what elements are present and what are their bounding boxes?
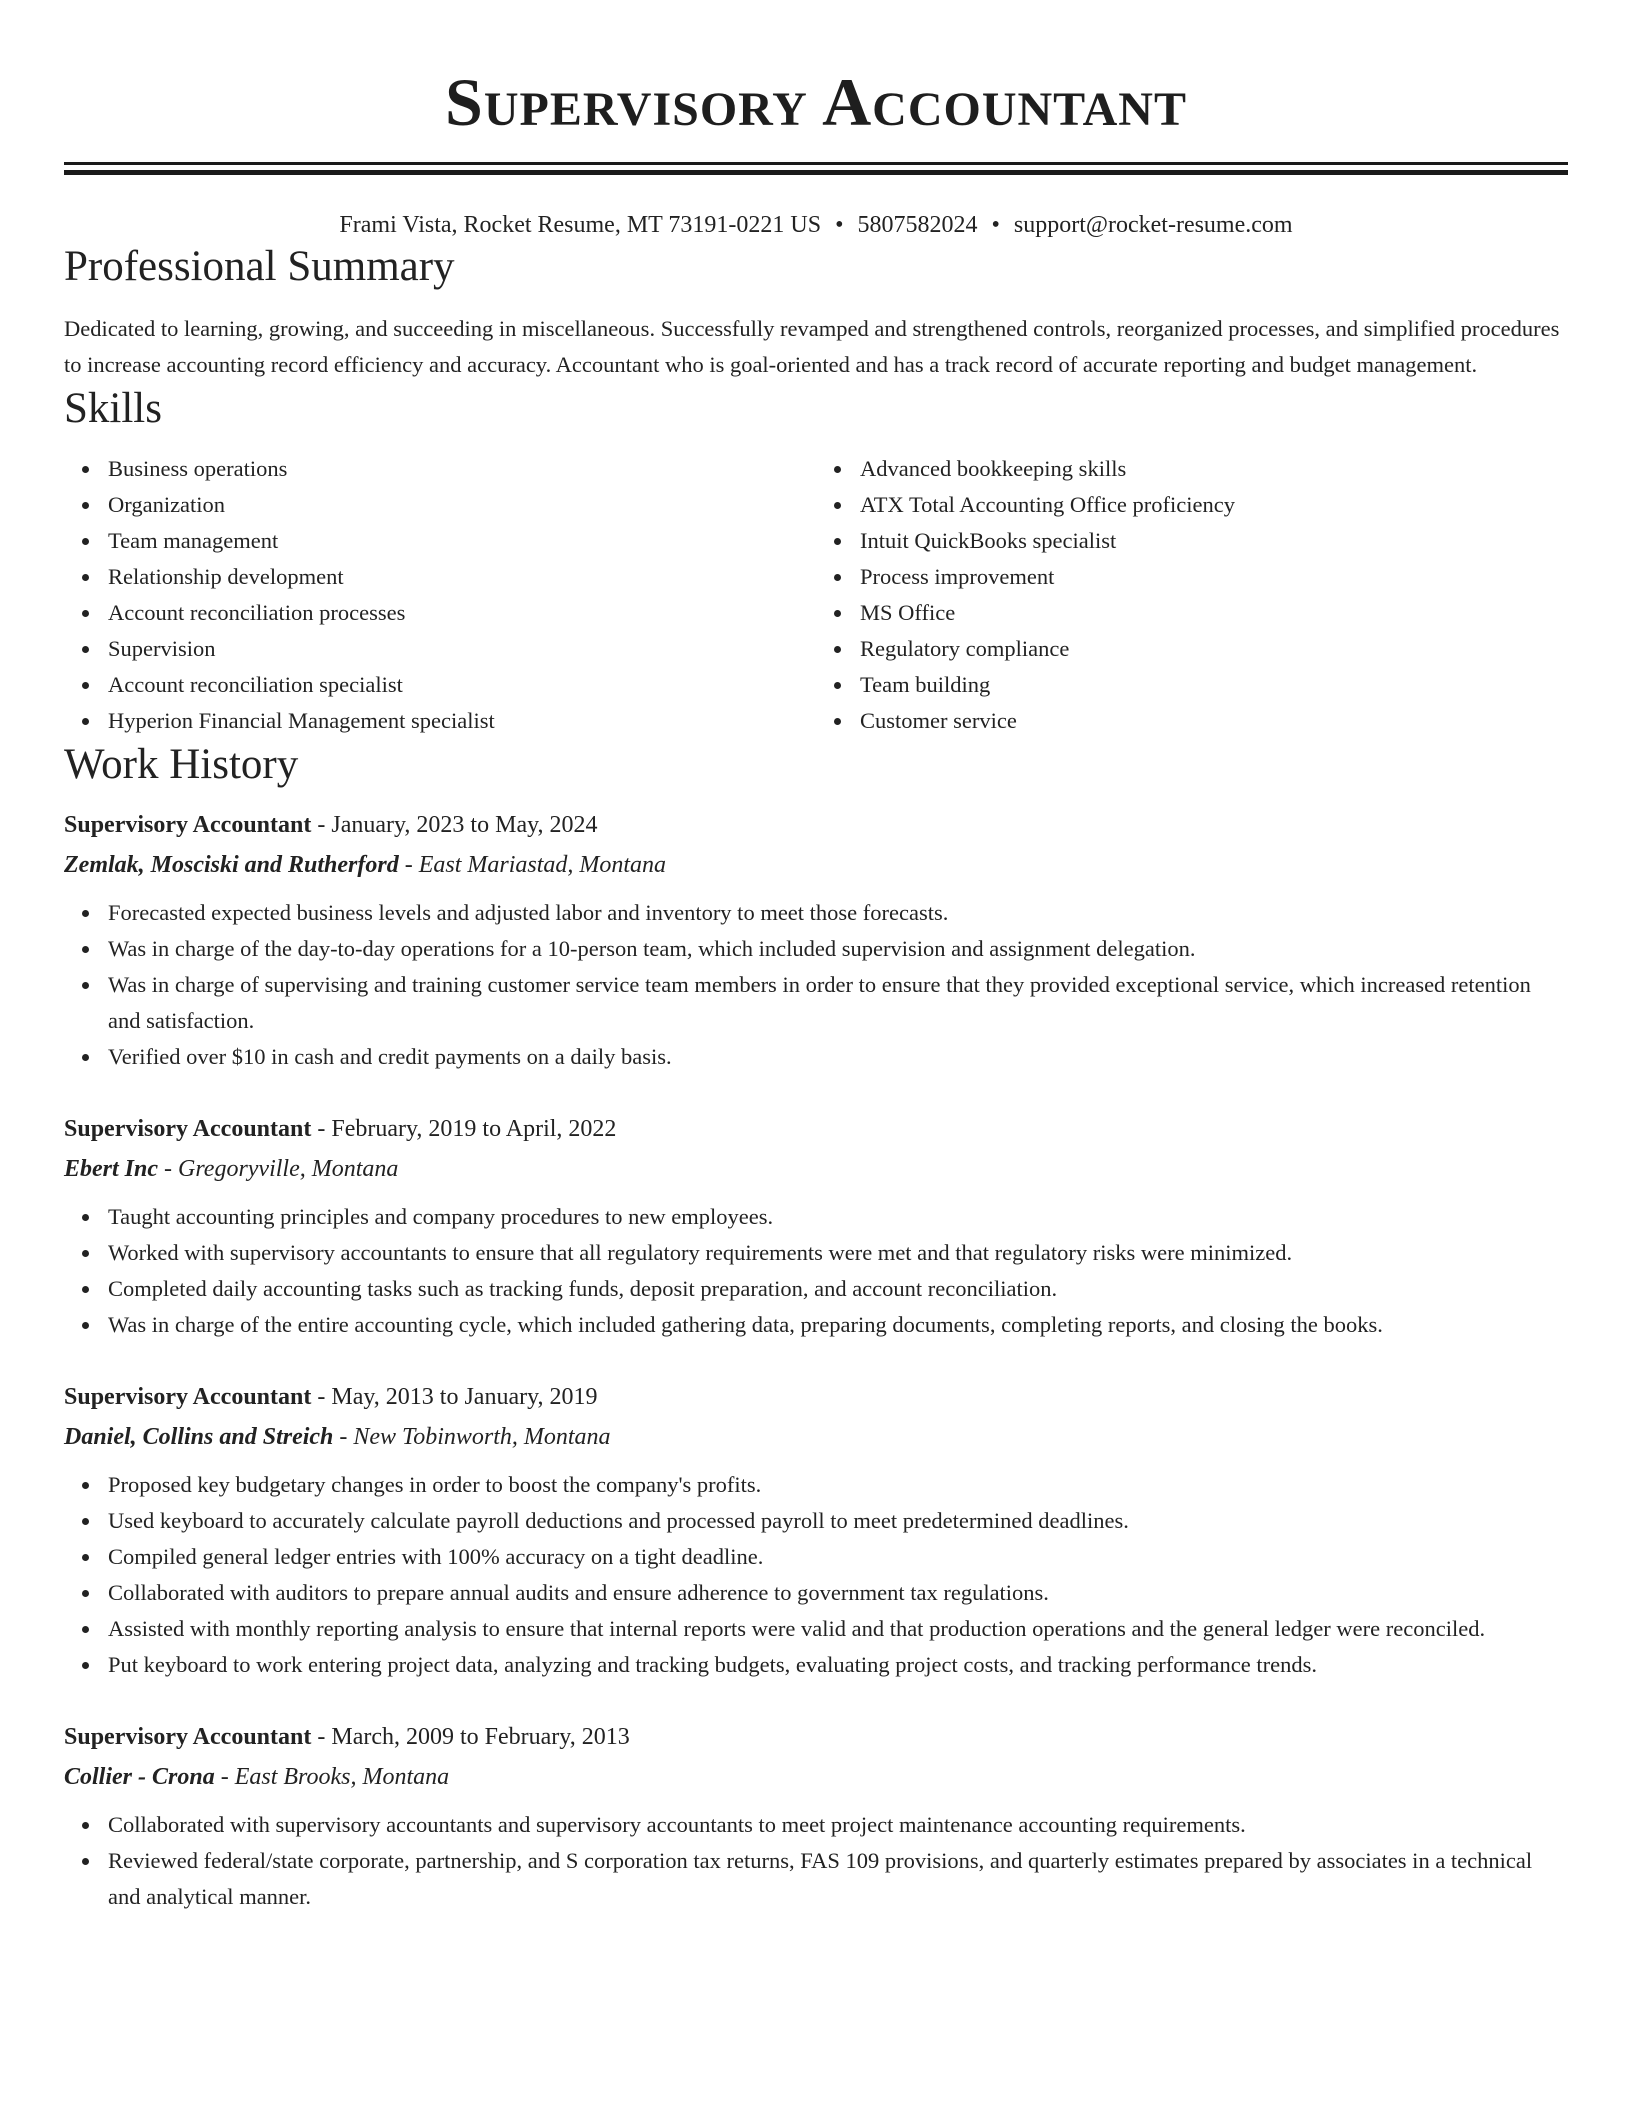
job-company: Zemlak, Mosciski and Rutherford	[64, 852, 399, 878]
job-bullet: Collaborated with auditors to prepare annual audits and ensure adherence to government tax regulations.	[108, 1575, 1568, 1611]
skill-item: Regulatory compliance	[860, 631, 1568, 667]
job-dates: - February, 2019 to April, 2022	[311, 1116, 617, 1142]
skill-item: Account reconciliation processes	[108, 595, 816, 631]
summary-text: Dedicated to learning, growing, and succeeding in miscellaneous. Successfully revamped and strengthened controls, reorganized processes, and simplified procedures to increase accounting record efficiency and accuracy. Accountant who is goal-oriented and has a track record of accurate reporting and budget management.	[64, 316, 1560, 377]
skill-item: Advanced bookkeeping skills	[860, 451, 1568, 487]
resume-name: Supervisory Accountant	[445, 64, 1187, 140]
job-entry	[64, 805, 1568, 1075]
skill-item: Team building	[860, 667, 1568, 703]
job-bullet: Was in charge of supervising and training customer service team members in order to ensure that they provided exceptional service, which increased retention and satisfaction.	[108, 967, 1568, 1039]
skill-item: MS Office	[860, 595, 1568, 631]
skill-item: Business operations	[108, 451, 816, 487]
job-company-line	[64, 1757, 1568, 1797]
skill-item: Process improvement	[860, 559, 1568, 595]
job-title: Supervisory Accountant	[64, 1724, 312, 1750]
job-bullets	[64, 895, 1568, 1075]
job-bullet: Reviewed federal/state corporate, partnership, and S corporation tax returns, FAS 109 provisions, and quarterly estimates prepared by associates in a technical and analytical manner.	[108, 1843, 1568, 1915]
header-rule-thin	[64, 162, 1568, 165]
job-dates: - May, 2013 to January, 2019	[311, 1384, 598, 1410]
job-title-line	[64, 1377, 1568, 1417]
job-company: Ebert Inc	[64, 1156, 159, 1182]
job-bullets	[64, 1467, 1568, 1683]
contact-phone: 5807582024	[857, 212, 978, 238]
job-bullet: Taught accounting principles and company procedures to new employees.	[108, 1199, 1568, 1235]
job-title-line	[64, 1109, 1568, 1149]
skill-item: Organization	[108, 487, 816, 523]
job-location: - Gregoryville, Montana	[158, 1156, 399, 1182]
contact-separator: •	[991, 212, 1000, 238]
job-bullets	[64, 1807, 1568, 1915]
summary-heading: Professional Summary	[64, 243, 455, 290]
job-location: - East Mariastad, Montana	[398, 852, 667, 878]
skill-item: Hyperion Financial Management specialist	[108, 703, 816, 739]
skills-list-left	[64, 451, 816, 739]
contact-email: support@rocket-resume.com	[1013, 212, 1293, 238]
job-company: Collier - Crona	[64, 1764, 215, 1790]
job-bullet: Collaborated with supervisory accountants and supervisory accountants to meet project maintenance accounting requirements.	[108, 1807, 1568, 1843]
skill-item: Team management	[108, 523, 816, 559]
skill-item: Customer service	[860, 703, 1568, 739]
contact-separator: •	[835, 212, 844, 238]
contact-line	[64, 209, 1568, 241]
job-bullets	[64, 1199, 1568, 1343]
job-dates: - January, 2023 to May, 2024	[311, 812, 598, 838]
skill-item: Intuit QuickBooks specialist	[860, 523, 1568, 559]
job-bullet: Assisted with monthly reporting analysis to ensure that internal reports were valid and that production operations and the general ledger were reconciled.	[108, 1611, 1568, 1647]
skill-item: Relationship development	[108, 559, 816, 595]
job-bullet: Compiled general ledger entries with 100% accuracy on a tight deadline.	[108, 1539, 1568, 1575]
job-location: - New Tobinworth, Montana	[333, 1424, 611, 1450]
job-title-line	[64, 805, 1568, 845]
skills-heading: Skills	[64, 385, 162, 432]
work-history-heading: Work History	[64, 741, 299, 788]
job-bullet: Was in charge of the entire accounting cycle, which included gathering data, preparing documents, completing reports, and closing the books.	[108, 1307, 1568, 1343]
job-bullet: Forecasted expected business levels and adjusted labor and inventory to meet those forecasts.	[108, 895, 1568, 931]
skill-item: Account reconciliation specialist	[108, 667, 816, 703]
skill-item: Supervision	[108, 631, 816, 667]
job-title: Supervisory Accountant	[64, 812, 312, 838]
job-entry	[64, 1377, 1568, 1683]
job-company-line	[64, 1417, 1568, 1457]
job-bullet: Used keyboard to accurately calculate payroll deductions and processed payroll to meet predetermined deadlines.	[108, 1503, 1568, 1539]
contact-address: Frami Vista, Rocket Resume, MT 73191-0221 US	[339, 212, 822, 238]
job-title: Supervisory Accountant	[64, 1116, 312, 1142]
job-location: - East Brooks, Montana	[214, 1764, 450, 1790]
job-entry	[64, 1717, 1568, 1915]
job-company: Daniel, Collins and Streich	[64, 1424, 334, 1450]
skill-item: ATX Total Accounting Office proficiency	[860, 487, 1568, 523]
job-dates: - March, 2009 to February, 2013	[311, 1724, 630, 1750]
job-entry	[64, 1109, 1568, 1343]
job-company-line	[64, 845, 1568, 885]
job-bullet: Proposed key budgetary changes in order to boost the company's profits.	[108, 1467, 1568, 1503]
job-company-line	[64, 1149, 1568, 1189]
job-title-line	[64, 1717, 1568, 1757]
job-bullet: Put keyboard to work entering project data, analyzing and tracking budgets, evaluating project costs, and tracking performance trends.	[108, 1647, 1568, 1683]
job-bullet: Worked with supervisory accountants to ensure that all regulatory requirements were met and that regulatory risks were minimized.	[108, 1235, 1568, 1271]
job-bullet: Was in charge of the day-to-day operations for a 10-person team, which included supervision and assignment delegation.	[108, 931, 1568, 967]
job-bullet: Verified over $10 in cash and credit payments on a daily basis.	[108, 1039, 1568, 1075]
job-bullet: Completed daily accounting tasks such as tracking funds, deposit preparation, and account reconciliation.	[108, 1271, 1568, 1307]
header-rule-thick	[64, 170, 1568, 175]
skills-list-right	[816, 451, 1568, 739]
skills-columns	[64, 451, 1568, 739]
job-title: Supervisory Accountant	[64, 1384, 312, 1410]
